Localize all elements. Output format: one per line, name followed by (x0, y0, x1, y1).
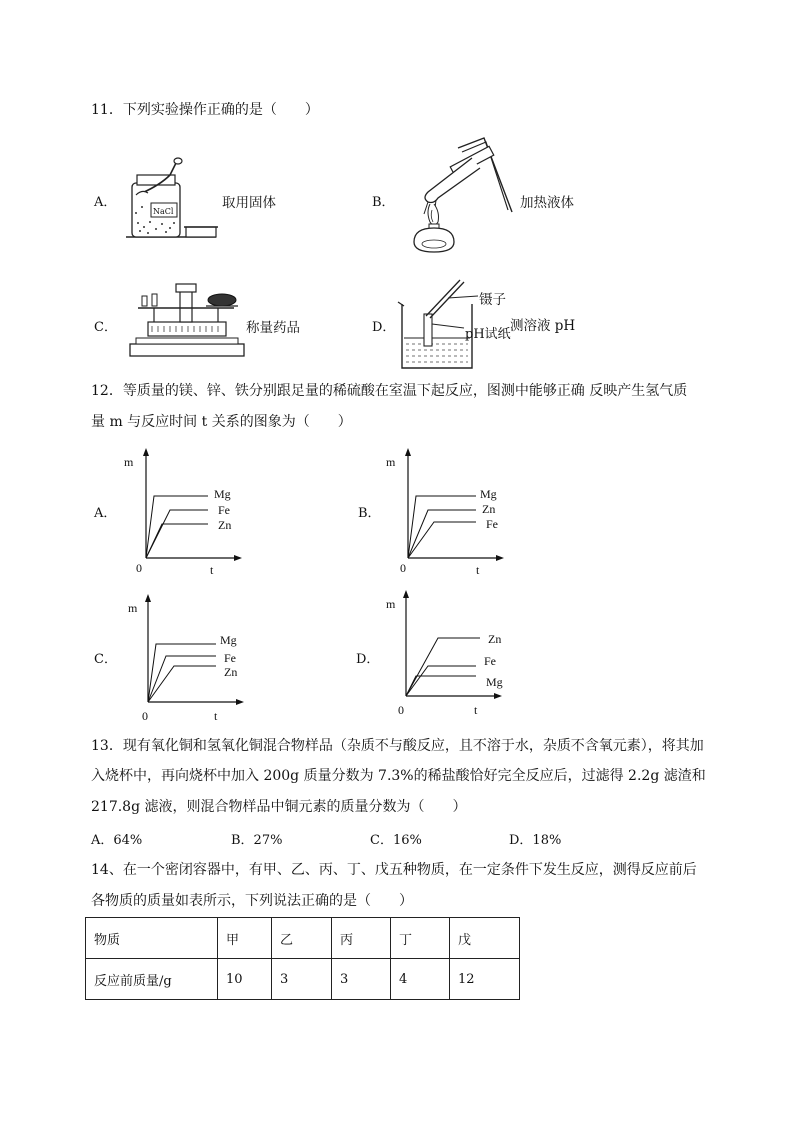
table-cell: 戊 (450, 918, 520, 959)
q13-option-c: C．16% (370, 833, 422, 848)
table-cell: 甲 (218, 918, 272, 959)
q13-stem-line2: 入烧杯中，再向烧杯中加入 200g 质量分数为 7.3%的稀盐酸恰好完全反应后，过滤得 2.2g 滤渣和 (91, 768, 706, 784)
x-axis-label: t (476, 563, 480, 577)
q11-option-a-letter: A． (94, 195, 117, 210)
curve-label: Fe (484, 654, 496, 668)
ph-paper-label: pH试纸 (465, 327, 511, 342)
y-axis-label: m (386, 597, 396, 611)
heating-liquid-illustration (400, 140, 515, 255)
curve-label: Fe (486, 517, 498, 531)
curve-label: Mg (214, 487, 231, 501)
table-cell: 物质 (86, 918, 218, 959)
origin-label: 0 (136, 561, 142, 575)
table-header-row (86, 918, 520, 959)
table-cell: 3 (272, 959, 332, 1000)
q11-option-b-caption: 加热液体 (520, 195, 574, 211)
curve-label: Zn (482, 502, 496, 516)
q11-option-c-caption: 称量药品 (246, 320, 300, 336)
q13-option-d: D．18% (509, 833, 562, 848)
q12-option-a-letter: A． (94, 506, 117, 521)
q13-stem-line3: 217.8g 滤液，则混合物样品中铜元素的质量分数为（ ） (91, 799, 467, 815)
graph-d (380, 590, 520, 722)
y-axis-label: m (124, 455, 134, 469)
curve-label: Zn (218, 518, 232, 532)
q12-option-b-letter: B． (358, 506, 381, 521)
table-cell: 12 (450, 959, 520, 1000)
origin-label: 0 (142, 709, 148, 723)
graph-b (380, 448, 520, 580)
curve-label: Mg (220, 633, 237, 647)
x-axis-label: t (474, 703, 478, 717)
balance-scale-illustration (126, 282, 246, 362)
q11-option-d-caption: 测溶液 pH (510, 318, 576, 334)
q13-option-a: A．64% (91, 833, 143, 848)
curve-label: Fe (224, 651, 236, 665)
tweezers-label: 镊子 (479, 292, 506, 308)
q11-stem: 11．下列实验操作正确的是（ ） (91, 102, 319, 118)
origin-label: 0 (398, 703, 404, 717)
curve-label: Zn (488, 632, 502, 646)
q14-stem-line2: 各物质的质量如表所示，下列说法正确的是（ ） (91, 893, 413, 909)
table-cell: 丁 (391, 918, 450, 959)
table-row (86, 959, 520, 1000)
q13-option-b: B．27% (231, 833, 283, 848)
q11-option-a-caption: 取用固体 (222, 195, 276, 211)
q11-option-b-letter: B． (372, 195, 395, 210)
table-cell: 4 (391, 959, 450, 1000)
table-cell: 丙 (332, 918, 391, 959)
q12-option-c-letter: C． (94, 652, 117, 667)
q14-stem-line1: 14、在一个密闭容器中，有甲、乙、丙、丁、戊五种物质，在一定条件下发生反应，测得反应前后 (91, 862, 697, 878)
y-axis-label: m (386, 455, 396, 469)
table-cell: 10 (218, 959, 272, 1000)
q12-stem-line2: 量 m 与反应时间 t 关系的图象为（ ） (91, 414, 352, 430)
origin-label: 0 (400, 561, 406, 575)
y-axis-label: m (128, 601, 138, 615)
mass-table (85, 917, 520, 1000)
curve-label: Fe (218, 503, 230, 517)
graph-a (118, 448, 258, 580)
table-cell: 乙 (272, 918, 332, 959)
nacl-jar-illustration (120, 155, 220, 245)
q12-stem-line1: 12．等质量的镁、锌、铁分别跟足量的稀硫酸在室温下起反应，图测中能够正确 反映产生氢气质 (91, 383, 688, 399)
q13-stem-line1: 13．现有氧化铜和氢氧化铜混合物样品（杂质不与酸反应，且不溶于水，杂质不含氧元素），将其加 (91, 738, 704, 754)
table-cell: 3 (332, 959, 391, 1000)
q11-option-c-letter: C． (94, 320, 117, 335)
q12-option-d-letter: D． (356, 652, 380, 667)
x-axis-label: t (214, 709, 218, 723)
curve-label: Mg (480, 487, 497, 501)
table-cell: 反应前质量/g (86, 959, 218, 1000)
curve-label: Mg (486, 675, 503, 689)
q11-option-d-letter: D． (372, 320, 396, 335)
x-axis-label: t (210, 563, 214, 577)
curve-label: Zn (224, 665, 238, 679)
graph-c (124, 594, 264, 726)
nacl-label: NaCl (153, 207, 174, 216)
